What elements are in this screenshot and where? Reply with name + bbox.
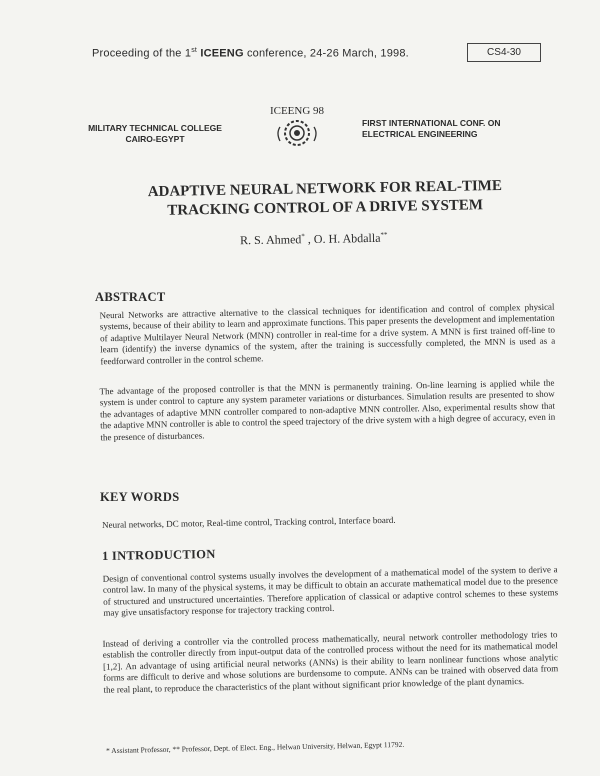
left-org-line2: CAIRO-EGYPT (125, 134, 185, 144)
abstract-paragraph-2: The advantage of the proposed controller is that the MNN is permanently training. On-line learning is applied while the system is under control to capture any system parameter variations or disturbances. Simulation results are presented to show the advantages of adaptive MNN controller compared to non-adaptive MNN controller. Also, experimental results show that the adaptive MNN controller is able to control the speed trajectory of the drive system with a high degree of accuracy, even in the presence of disturbances. (99, 377, 556, 442)
paper-code-box: CS4-30 (467, 43, 541, 62)
footnote: * Assistant Professor, ** Professor, Dept. of Elect. Eng., Helwan University, Helwan, Egypt 11792. (105, 739, 405, 756)
logo-text: ICEENG 98 (269, 105, 325, 117)
keywords-heading: KEY WORDS (100, 490, 180, 504)
left-org-line1: MILITARY TECHNICAL COLLEGE (88, 123, 222, 133)
paper-title (90, 176, 561, 222)
proceeding-line (92, 47, 409, 60)
proceeding-sup: st (191, 47, 198, 54)
right-org-line1: FIRST INTERNATIONAL CONF. ON (362, 118, 501, 128)
title-line2: TRACKING CONTROL OF A DRIVE SYSTEM (167, 197, 484, 219)
title-line1: ADAPTIVE NEURAL NETWORK FOR REAL-TIME (147, 177, 503, 201)
author-1: R. S. Ahmed (239, 232, 302, 248)
right-org-line2: ELECTRICAL ENGINEERING (362, 129, 478, 139)
introduction-paragraph-1: Design of conventional control systems usually involves the development of a mathematical model of the system to derive a control law. In many of the physical systems, it may be difficult to obtain an accurate mathematical model due to the presence of structured and unstructured uncertainties. Therefore application of classical or adaptive control schemes to these systems may give unsatisfactory response for trajectory tracking control. (102, 564, 559, 618)
proceeding-prefix: Proceeding of the 1 (92, 47, 192, 60)
conference-name: ICEENG (200, 47, 244, 60)
abstract-heading: ABSTRACT (95, 290, 166, 304)
author-1-mark: * (301, 232, 305, 241)
authors (240, 231, 388, 249)
introduction-heading: 1 INTRODUCTION (101, 547, 216, 563)
conference-logo (262, 105, 332, 155)
keywords-text: Neural networks, DC motor, Real-time control, Tracking control, Interface board. (101, 514, 396, 530)
abstract-paragraph-1: Neural Networks are attractive alternative to the classical techniques for identification and control of complex physical systems, because of their ability to learn and approximate functions. This paper presents the development and implementation of adaptive Multilayer Neural Network (MNN) controller in real-time for a drive system. A MNN is first trained off-line to learn (identify) the inverse dynamics of the system, after the training is successfully completed, the MNN is used as a feedforward controller in the control scheme. (99, 301, 556, 366)
author-2-mark: ** (380, 230, 388, 239)
author-separator: , (304, 231, 314, 247)
logo-gear-icon (262, 117, 332, 151)
conference-dates: conference, 24-26 March, 1998. (246, 47, 409, 60)
introduction-paragraph-2: Instead of deriving a controller via the controlled process mathematically, neural network controller methodology tries to establish the controller directly from input-output data of the controlled process without the need for its mathematical model [1,2]. An advantage of using artificial neural networks (ANNs) is their ability to learn nonlinear functions whose analytic forms are difficult to derive and whose solutions are burdensome to compute. ANNs can be trained with observed data from the real plant, to reproduce the characteristics of the plant without significant prior knowledge of the plant dynamics. (102, 629, 559, 695)
left-organization (70, 123, 240, 145)
right-organization (362, 118, 501, 140)
author-2: O. H. Abdalla (313, 230, 381, 246)
